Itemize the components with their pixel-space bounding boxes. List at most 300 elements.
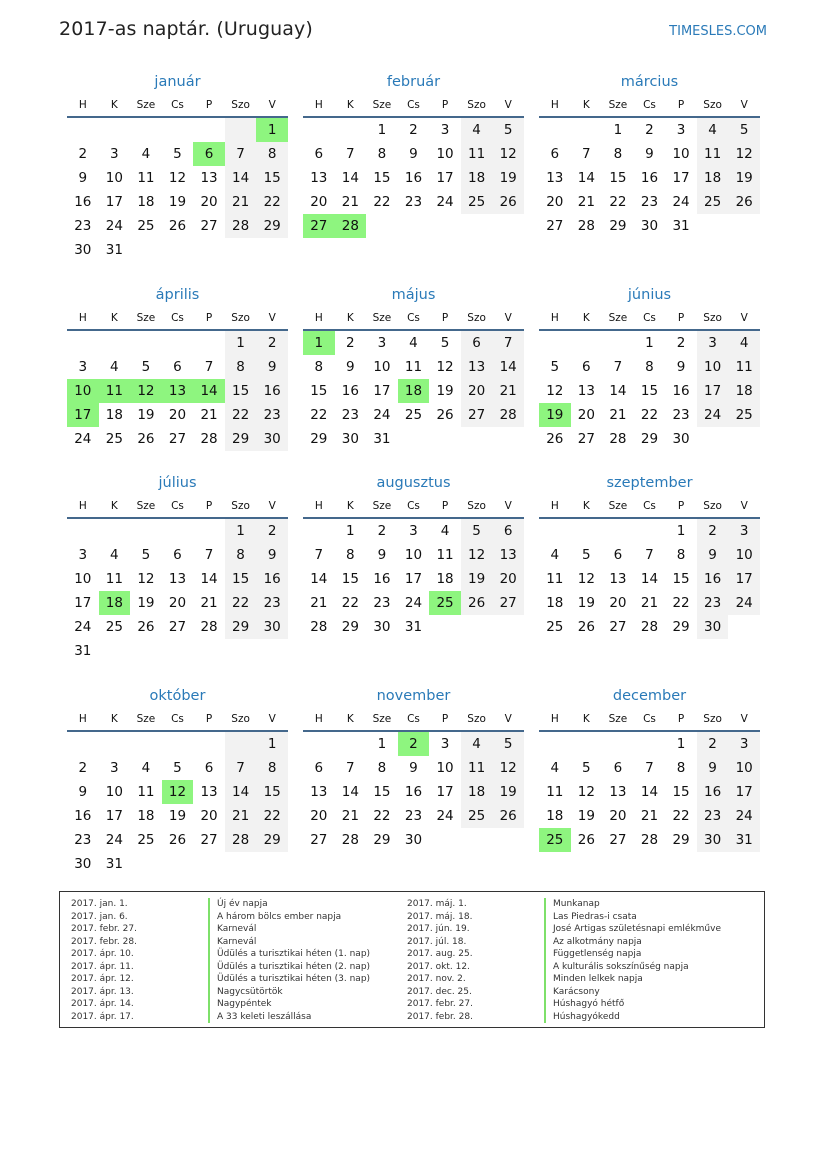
day-cell: 3 xyxy=(78,359,88,375)
week-row xyxy=(303,403,524,427)
day-cell: 7 xyxy=(645,547,654,563)
holiday-row xyxy=(407,961,757,974)
day-cell: 11 xyxy=(461,142,493,166)
empty-day xyxy=(728,214,760,238)
month-block xyxy=(67,72,288,262)
empty-day xyxy=(728,427,760,451)
day-cell: 21 xyxy=(640,808,659,824)
day-cell: 1 xyxy=(676,736,686,752)
day-cell: 14 xyxy=(225,166,257,190)
day-cell: 5 xyxy=(173,760,182,776)
weekday-header xyxy=(539,94,760,118)
weekday-label: Sze xyxy=(608,500,628,512)
day-cell: 20 xyxy=(577,407,595,423)
day-cell: 29 xyxy=(225,427,257,451)
day-cell: 7 xyxy=(225,756,257,780)
empty-day xyxy=(162,519,194,543)
day-cell: 16 xyxy=(404,784,423,800)
weekday-label: Cs xyxy=(643,713,656,725)
day-cell: 18 xyxy=(461,166,493,190)
day-cell: 23 xyxy=(74,832,92,848)
day-cell: 13 xyxy=(609,571,627,587)
holiday-name: A kulturális sokszínűség napja xyxy=(544,961,689,974)
empty-day xyxy=(162,639,194,663)
day-cell: 27 xyxy=(200,832,218,848)
holiday-row xyxy=(407,948,757,961)
day-cell: 7 xyxy=(204,359,214,375)
day-cell: 6 xyxy=(613,760,623,776)
day-cell: 23 xyxy=(404,808,423,824)
day-cell: 25 xyxy=(697,190,729,214)
day-cell: 8 xyxy=(346,547,355,563)
day-cell: 17 xyxy=(436,170,454,186)
empty-day xyxy=(193,238,225,262)
day-cell: 29 xyxy=(225,615,257,639)
week-row xyxy=(539,615,760,639)
day-cell: 27 xyxy=(577,431,595,447)
day-cell: 24 xyxy=(74,619,92,635)
holiday-date: 2017. ápr. 10. xyxy=(71,949,134,959)
day-cell: 29 xyxy=(373,832,391,848)
day-cell: 26 xyxy=(728,190,760,214)
week-row xyxy=(539,331,760,355)
day-cell: 13 xyxy=(461,355,493,379)
day-cell: 12 xyxy=(546,383,564,399)
day-cell: 7 xyxy=(645,760,654,776)
holiday-list xyxy=(59,891,765,1028)
day-cell: 10 xyxy=(404,547,423,563)
empty-day xyxy=(130,852,162,876)
day-cell: 28 xyxy=(640,832,659,848)
day-cell: 29 xyxy=(310,431,328,447)
empty-day xyxy=(130,639,162,663)
day-cell: 31 xyxy=(105,856,123,872)
empty-day xyxy=(335,732,367,756)
day-cell: 10 xyxy=(373,359,391,375)
day-cell: 2 xyxy=(676,335,686,351)
day-cell: 5 xyxy=(141,547,151,563)
day-cell: 26 xyxy=(436,407,454,423)
day-cell: 15 xyxy=(225,567,257,591)
weekday-label: V xyxy=(268,500,276,512)
day-cell: 2 xyxy=(256,331,288,355)
holiday-name: Nagypéntek xyxy=(208,998,272,1011)
holiday-day: 18 xyxy=(398,379,430,403)
day-cell: 19 xyxy=(492,780,524,804)
day-cell: 12 xyxy=(492,756,524,780)
weekday-label: P xyxy=(205,500,213,512)
empty-day xyxy=(571,118,603,142)
day-cell: 6 xyxy=(550,146,560,162)
weekday-header xyxy=(303,307,524,331)
day-cell: 21 xyxy=(200,595,218,611)
week-row xyxy=(67,756,288,780)
week-row xyxy=(303,567,524,591)
day-cell: 28 xyxy=(577,218,595,234)
day-cell: 9 xyxy=(697,756,729,780)
day-cell: 12 xyxy=(137,571,155,587)
empty-day xyxy=(193,331,225,355)
weekday-label: Sze xyxy=(608,312,628,324)
day-cell: 23 xyxy=(640,194,659,210)
day-cell: 8 xyxy=(377,146,387,162)
day-cell: 24 xyxy=(436,808,454,824)
week-row xyxy=(303,331,524,355)
week-row xyxy=(539,780,760,804)
day-cell: 8 xyxy=(225,355,257,379)
day-cell: 18 xyxy=(436,571,454,587)
day-cell: 22 xyxy=(373,194,391,210)
holiday-day: 13 xyxy=(162,379,194,403)
month-block xyxy=(67,473,288,663)
day-cell: 14 xyxy=(225,780,257,804)
empty-day xyxy=(67,118,99,142)
holiday-day: 1 xyxy=(303,331,335,355)
day-cell: 20 xyxy=(310,808,328,824)
holiday-name: Munkanap xyxy=(544,898,600,911)
weekday-header xyxy=(67,94,288,118)
day-cell: 7 xyxy=(225,142,257,166)
day-cell: 6 xyxy=(492,519,524,543)
weekday-label: V xyxy=(268,713,276,725)
holiday-day: 25 xyxy=(429,591,461,615)
holiday-name: Az alkotmány napja xyxy=(544,936,642,949)
day-cell: 6 xyxy=(173,547,182,563)
day-cell: 15 xyxy=(672,784,690,800)
empty-day xyxy=(461,214,493,238)
day-cell: 31 xyxy=(728,828,760,852)
day-cell: 18 xyxy=(697,166,729,190)
day-cell: 8 xyxy=(645,359,654,375)
day-cell: 7 xyxy=(346,146,355,162)
weekday-label: K xyxy=(582,713,590,725)
empty-day xyxy=(492,427,524,451)
day-cell: 4 xyxy=(461,118,493,142)
day-cell: 8 xyxy=(613,146,623,162)
day-cell: 23 xyxy=(74,218,92,234)
holiday-name: Húshagyó hétfő xyxy=(544,998,624,1011)
weekday-label: K xyxy=(346,713,354,725)
weekday-label: H xyxy=(550,713,559,725)
weekday-label: Cs xyxy=(407,312,420,324)
holiday-day: 19 xyxy=(539,403,571,427)
holiday-date: 2017. febr. 28. xyxy=(71,936,137,947)
day-cell: 18 xyxy=(546,595,564,611)
weekday-label: H xyxy=(78,500,87,512)
day-cell: 14 xyxy=(341,170,359,186)
holiday-day: 25 xyxy=(539,828,571,852)
week-row xyxy=(67,804,288,828)
holiday-row xyxy=(71,973,401,986)
day-cell: 26 xyxy=(577,619,595,635)
day-cell: 9 xyxy=(256,543,288,567)
month-block xyxy=(539,686,760,852)
week-row xyxy=(539,214,760,238)
day-cell: 11 xyxy=(137,170,155,186)
day-cell: 29 xyxy=(256,828,288,852)
weekday-label: Cs xyxy=(171,312,184,324)
holiday-row xyxy=(71,998,401,1011)
holiday-row xyxy=(407,923,757,936)
day-cell: 9 xyxy=(676,359,686,375)
weekday-label: P xyxy=(205,99,213,111)
day-cell: 28 xyxy=(341,832,359,848)
day-cell: 16 xyxy=(256,567,288,591)
day-cell: 5 xyxy=(141,359,151,375)
day-cell: 29 xyxy=(672,832,690,848)
weekday-label: H xyxy=(550,500,559,512)
weekday-header xyxy=(539,708,760,732)
day-cell: 19 xyxy=(577,808,595,824)
day-cell: 27 xyxy=(609,832,627,848)
day-cell: 16 xyxy=(74,194,92,210)
day-cell: 20 xyxy=(168,407,187,423)
weekday-label: Cs xyxy=(407,713,420,725)
day-cell: 1 xyxy=(676,523,686,539)
empty-day xyxy=(602,519,634,543)
week-row xyxy=(539,355,760,379)
day-cell: 31 xyxy=(404,619,423,635)
empty-day xyxy=(461,615,493,639)
holiday-day: 12 xyxy=(130,379,162,403)
day-cell: 21 xyxy=(609,407,627,423)
calendar-grid xyxy=(67,0,760,880)
weekday-label: K xyxy=(110,713,118,725)
day-cell: 15 xyxy=(640,383,659,399)
day-cell: 11 xyxy=(137,784,155,800)
weekday-label: P xyxy=(205,713,213,725)
day-cell: 5 xyxy=(582,547,591,563)
weekday-header xyxy=(539,307,760,331)
day-cell: 13 xyxy=(310,784,328,800)
empty-day xyxy=(130,118,162,142)
day-cell: 3 xyxy=(377,335,387,351)
day-cell: 24 xyxy=(105,832,123,848)
weekday-label: K xyxy=(110,500,118,512)
day-cell: 9 xyxy=(409,146,418,162)
day-cell: 12 xyxy=(577,784,595,800)
weekday-header xyxy=(67,495,288,519)
month-name: április xyxy=(155,287,200,303)
week-row xyxy=(303,519,524,543)
day-cell: 13 xyxy=(168,571,187,587)
day-cell: 29 xyxy=(609,218,627,234)
day-cell: 21 xyxy=(225,190,257,214)
day-cell: 17 xyxy=(728,780,760,804)
weekday-label: K xyxy=(582,312,590,324)
day-cell: 3 xyxy=(728,732,760,756)
day-cell: 22 xyxy=(341,595,359,611)
holiday-row xyxy=(71,911,401,924)
day-cell: 17 xyxy=(728,567,760,591)
holiday-name: Karnevál xyxy=(208,923,256,936)
day-cell: 2 xyxy=(645,122,654,138)
day-cell: 10 xyxy=(74,571,92,587)
day-cell: 22 xyxy=(373,808,391,824)
day-cell: 10 xyxy=(672,146,690,162)
holiday-day: 6 xyxy=(193,142,225,166)
week-row xyxy=(539,118,760,142)
day-cell: 8 xyxy=(256,756,288,780)
day-cell: 19 xyxy=(492,166,524,190)
empty-day xyxy=(193,852,225,876)
holiday-row xyxy=(407,898,757,911)
month-name: január xyxy=(154,74,201,90)
week-row xyxy=(67,427,288,451)
weekday-label: Cs xyxy=(171,713,184,725)
empty-day xyxy=(162,852,194,876)
weekday-label: K xyxy=(346,312,354,324)
day-cell: 26 xyxy=(492,190,524,214)
weekday-label: V xyxy=(740,312,748,324)
day-cell: 4 xyxy=(141,146,151,162)
holiday-name: Karácsony xyxy=(544,986,600,999)
day-cell: 28 xyxy=(200,431,218,447)
day-cell: 25 xyxy=(137,832,155,848)
empty-day xyxy=(571,732,603,756)
month-block xyxy=(539,473,760,639)
day-cell: 24 xyxy=(728,804,760,828)
day-cell: 13 xyxy=(609,784,627,800)
day-cell: 11 xyxy=(728,355,760,379)
holiday-name: Új év napja xyxy=(208,898,268,911)
day-cell: 15 xyxy=(373,170,391,186)
day-cell: 5 xyxy=(492,118,524,142)
day-cell: 30 xyxy=(256,427,288,451)
holiday-name: José Artigas születésnapi emlékműve xyxy=(544,923,721,936)
week-row xyxy=(303,427,524,451)
day-cell: 27 xyxy=(310,832,328,848)
week-row xyxy=(67,379,288,403)
holiday-day: 1 xyxy=(256,118,288,142)
week-row xyxy=(67,591,288,615)
weekday-label: P xyxy=(677,99,685,111)
weekday-label: V xyxy=(504,713,512,725)
day-cell: 13 xyxy=(577,383,595,399)
day-cell: 28 xyxy=(310,619,328,635)
day-cell: 21 xyxy=(310,595,328,611)
empty-day xyxy=(697,427,729,451)
weekday-label: Sze xyxy=(372,99,392,111)
day-cell: 19 xyxy=(137,595,155,611)
holiday-date: 2017. febr. 28. xyxy=(407,1011,473,1022)
day-cell: 4 xyxy=(440,523,450,539)
day-cell: 9 xyxy=(346,359,355,375)
day-cell: 30 xyxy=(640,218,659,234)
day-cell: 2 xyxy=(78,146,88,162)
week-row xyxy=(303,615,524,639)
day-cell: 1 xyxy=(346,523,355,539)
weekday-label: Sze xyxy=(372,500,392,512)
holiday-day: 18 xyxy=(99,591,131,615)
week-row xyxy=(303,756,524,780)
empty-day xyxy=(193,639,225,663)
day-cell: 30 xyxy=(74,242,92,258)
day-cell: 5 xyxy=(550,359,560,375)
day-cell: 24 xyxy=(672,194,690,210)
day-cell: 20 xyxy=(200,194,218,210)
weekday-label: Sze xyxy=(136,500,156,512)
week-row xyxy=(539,567,760,591)
empty-day xyxy=(225,118,257,142)
empty-day xyxy=(130,238,162,262)
day-cell: 17 xyxy=(404,571,423,587)
day-cell: 5 xyxy=(440,335,450,351)
holiday-row xyxy=(407,986,757,999)
month-name: december xyxy=(612,688,687,704)
day-cell: 11 xyxy=(404,359,423,375)
empty-day xyxy=(225,852,257,876)
day-cell: 18 xyxy=(461,780,493,804)
day-cell: 13 xyxy=(492,543,524,567)
holiday-row xyxy=(71,1011,401,1024)
day-cell: 20 xyxy=(461,379,493,403)
day-cell: 2 xyxy=(409,122,418,138)
day-cell: 27 xyxy=(168,619,187,635)
day-cell: 9 xyxy=(697,543,729,567)
week-row xyxy=(303,190,524,214)
month-block xyxy=(303,72,524,238)
empty-day xyxy=(492,828,524,852)
day-cell: 19 xyxy=(436,383,454,399)
day-cell: 10 xyxy=(436,146,454,162)
week-row xyxy=(303,780,524,804)
day-cell: 3 xyxy=(409,523,418,539)
empty-day xyxy=(571,331,603,355)
day-cell: 22 xyxy=(640,407,659,423)
empty-day xyxy=(429,427,461,451)
empty-day xyxy=(225,732,257,756)
day-cell: 25 xyxy=(728,403,760,427)
empty-day xyxy=(193,118,225,142)
weekday-label: H xyxy=(314,312,323,324)
empty-day xyxy=(67,331,99,355)
day-cell: 24 xyxy=(404,595,423,611)
week-row xyxy=(539,379,760,403)
day-cell: 11 xyxy=(546,784,564,800)
day-cell: 24 xyxy=(728,591,760,615)
day-cell: 24 xyxy=(436,194,454,210)
weekday-header xyxy=(67,307,288,331)
day-cell: 6 xyxy=(314,146,324,162)
day-cell: 31 xyxy=(105,242,123,258)
holiday-day: 11 xyxy=(99,379,131,403)
day-cell: 28 xyxy=(640,619,659,635)
day-cell: 13 xyxy=(546,170,564,186)
week-row xyxy=(303,591,524,615)
month-name: május xyxy=(391,287,436,303)
day-cell: 9 xyxy=(78,170,88,186)
month-block xyxy=(539,285,760,451)
day-cell: 4 xyxy=(409,335,418,351)
weekday-label: Cs xyxy=(643,312,656,324)
week-row xyxy=(303,118,524,142)
day-cell: 29 xyxy=(256,214,288,238)
day-cell: 8 xyxy=(676,547,686,563)
week-row xyxy=(303,732,524,756)
month-name: július xyxy=(158,475,197,491)
day-cell: 15 xyxy=(672,571,690,587)
empty-day xyxy=(539,732,571,756)
empty-day xyxy=(492,214,524,238)
holiday-name: Minden lelkek napja xyxy=(544,973,643,986)
empty-day xyxy=(256,639,288,663)
holiday-date: 2017. jan. 1. xyxy=(71,899,128,909)
brand-link[interactable]: TIMESLES.COM xyxy=(669,24,767,39)
day-cell: 10 xyxy=(728,543,760,567)
weekday-label: K xyxy=(110,99,118,111)
day-cell: 5 xyxy=(582,760,591,776)
